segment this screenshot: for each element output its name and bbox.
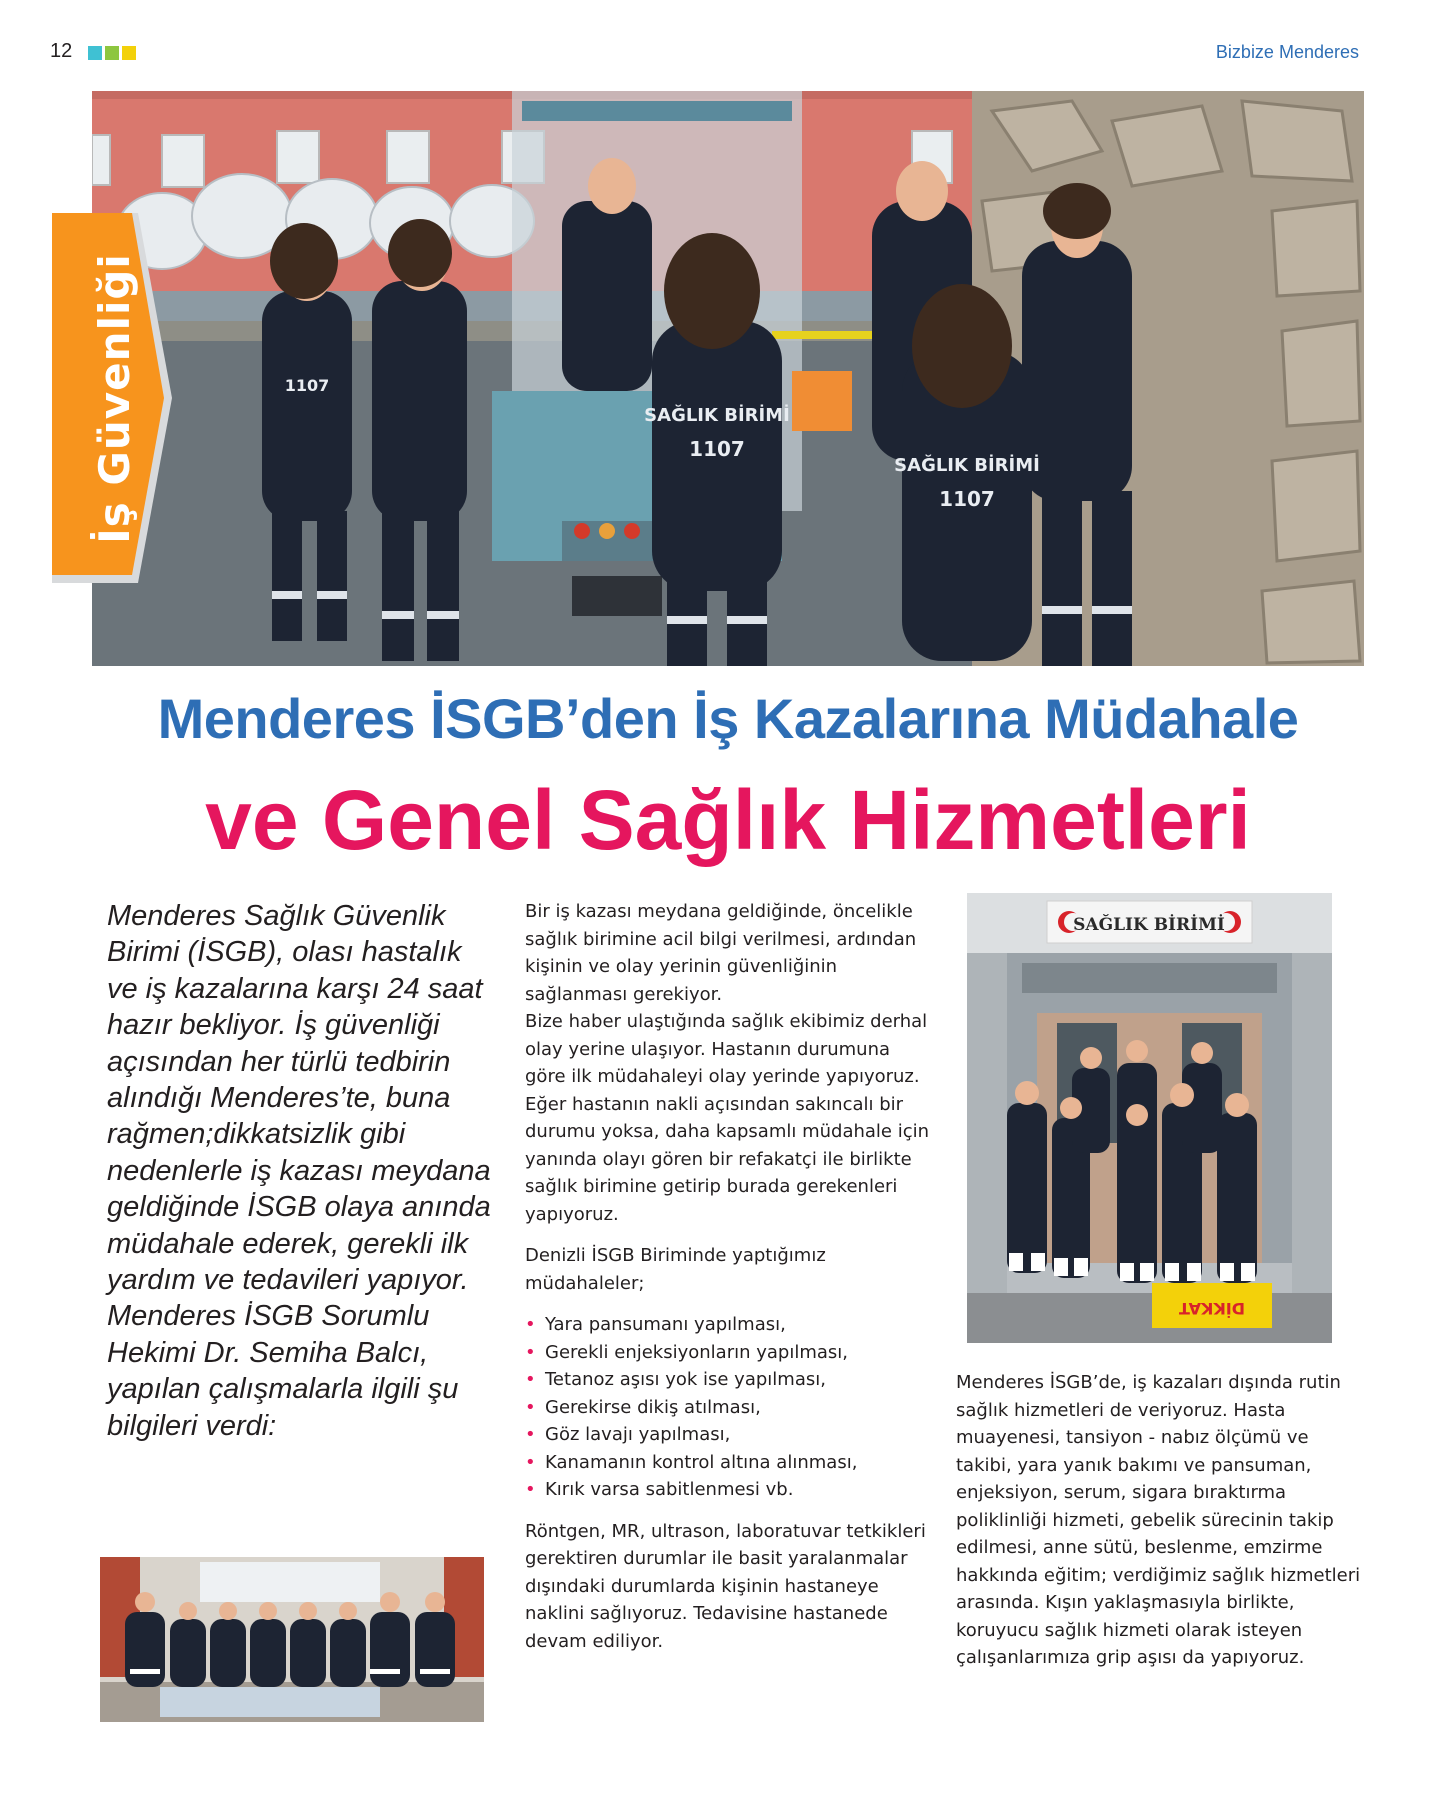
middle-column bbox=[525, 898, 935, 1669]
hero-vest-text-1: SAĞLIK BİRİMİ bbox=[644, 405, 790, 426]
section-tab bbox=[52, 213, 180, 583]
page-number: 12 bbox=[50, 40, 73, 62]
hero-photo bbox=[89, 91, 1364, 666]
cyan-square bbox=[88, 46, 102, 60]
list-item: • Yara pansumanı yapılması, bbox=[525, 1311, 935, 1339]
list-item: • Gerekirse dikiş atılması, bbox=[525, 1394, 935, 1422]
list-item: • Tetanoz aşısı yok ise yapılması, bbox=[525, 1366, 935, 1394]
headline-line-2: ve Genel Sağlık Hizmetleri bbox=[205, 773, 1251, 867]
yellow-square bbox=[122, 46, 136, 60]
bullet-icon: • bbox=[525, 1451, 536, 1473]
hero-number-text-3: 1107 bbox=[284, 376, 330, 395]
hero-number-text-2: 1107 bbox=[939, 487, 995, 511]
magazine-name: Bizbize Menderes bbox=[1215, 42, 1359, 62]
list-item: • Göz lavajı yapılması, bbox=[525, 1421, 935, 1449]
header-color-squares bbox=[88, 46, 136, 60]
lead-text: Menderes Sağlık Güvenlik Birimi (İSGB), olası hastalık ve iş kazalarına karşı 24 saat hazır bekliyor. İş güvenliği açısından her türlü tedbirin alındığı Menderes’te, buna rağmen;dikkatsizlik gibi nedenlerle iş kazası meydana geldiğinde İSGB olaya anında müdahale ederek, gerekli ilk yardım ve tedavileri yapıyor. Menderes İSGB Sorumlu Hekimi Dr. Semiha Balcı, yapılan çalışmalarla ilgili şu bilgileri verdi: bbox=[107, 900, 491, 1442]
middle-paragraph-3: Denizli İSGB Biriminde yaptığımız müdahaleler; bbox=[525, 1245, 826, 1294]
list-item: • Gerekli enjeksiyonların yapılması, bbox=[525, 1339, 935, 1367]
list-item: • Kırık varsa sabitlenmesi vb. bbox=[525, 1476, 935, 1504]
health-unit-photo bbox=[967, 893, 1332, 1343]
headline-line-1: Menderes İSGB’den İş Kazalarına Müdahale bbox=[157, 687, 1299, 750]
hero-number-text-1: 1107 bbox=[689, 437, 745, 461]
hero-vest-text-2: SAĞLIK BİRİMİ bbox=[894, 455, 1040, 476]
list-item: • Kanamanın kontrol altına alınması, bbox=[525, 1449, 935, 1477]
bullet-icon: • bbox=[525, 1369, 536, 1390]
bullet-icon: • bbox=[525, 1396, 536, 1418]
intervention-list bbox=[525, 1311, 935, 1504]
section-tab-label-wrap bbox=[62, 213, 166, 583]
middle-paragraph-1: Bir iş kazası meydana geldiğinde, öncelikle sağlık birimine acil bilgi verilmesi, ardından kişinin ve olay yerinin güvenliğinin sağlanması gerekiyor. bbox=[525, 901, 917, 1005]
sign-text: SAĞLIK BİRİMİ bbox=[1073, 915, 1225, 935]
bullet-icon: • bbox=[525, 1424, 536, 1445]
middle-paragraph-4: Röntgen, MR, ultrason, laboratuvar tetkikleri gerektiren durumlar ile basit yaralanmalar dışındaki durumlarda kişinin hastaneye naklini sağlıyoruz. Tedavisine hastanede devam ediliyor. bbox=[525, 1520, 926, 1652]
section-tab-label: İş Güvenliği bbox=[89, 252, 139, 544]
green-square bbox=[105, 46, 119, 60]
right-paragraph: Menderes İSGB’de, iş kazaları dışında rutin sağlık hizmetleri de veriyoruz. Hasta muayenesi, tansiyon - nabız ölçümü ve takibi, yara yanık bakımı ve pansuman, enjeksiyon, serum, sigara bıraktırma poliklinliği hizmeti, gebelik sürecinin takip edilmesi, anne sütü, beslenme, emzirme hakkında eğitim; verdiğimiz sağlık hizmetleri arasında. Kışın yaklaşmasıyla birlikte, koruyucu sağlık hizmeti olarak isteyen çalışanlarımıza grip aşısı da yapıyoruz. bbox=[956, 1372, 1361, 1668]
bullet-icon: • bbox=[525, 1341, 536, 1363]
team-photo bbox=[100, 1557, 484, 1722]
bullet-icon: • bbox=[525, 1479, 536, 1500]
floor-warning-text: DİKKAT bbox=[1178, 1299, 1246, 1318]
middle-paragraph-2: Bize haber ulaştığında sağlık ekibimiz derhal olay yerine ulaşıyor. Hastanın durumuna göre ilk müdahaleyi olay yerinde yapıyoruz. Eğer hastanın nakli açısından sakıncalı bir durumu yoksa, daha kapsamlı müdahale için yanında olayı gören bir refakatçi ile birlikte sağlık birimine getirip burada gerekenleri yapıyoruz. bbox=[525, 1011, 930, 1225]
bullet-icon: • bbox=[525, 1314, 536, 1335]
